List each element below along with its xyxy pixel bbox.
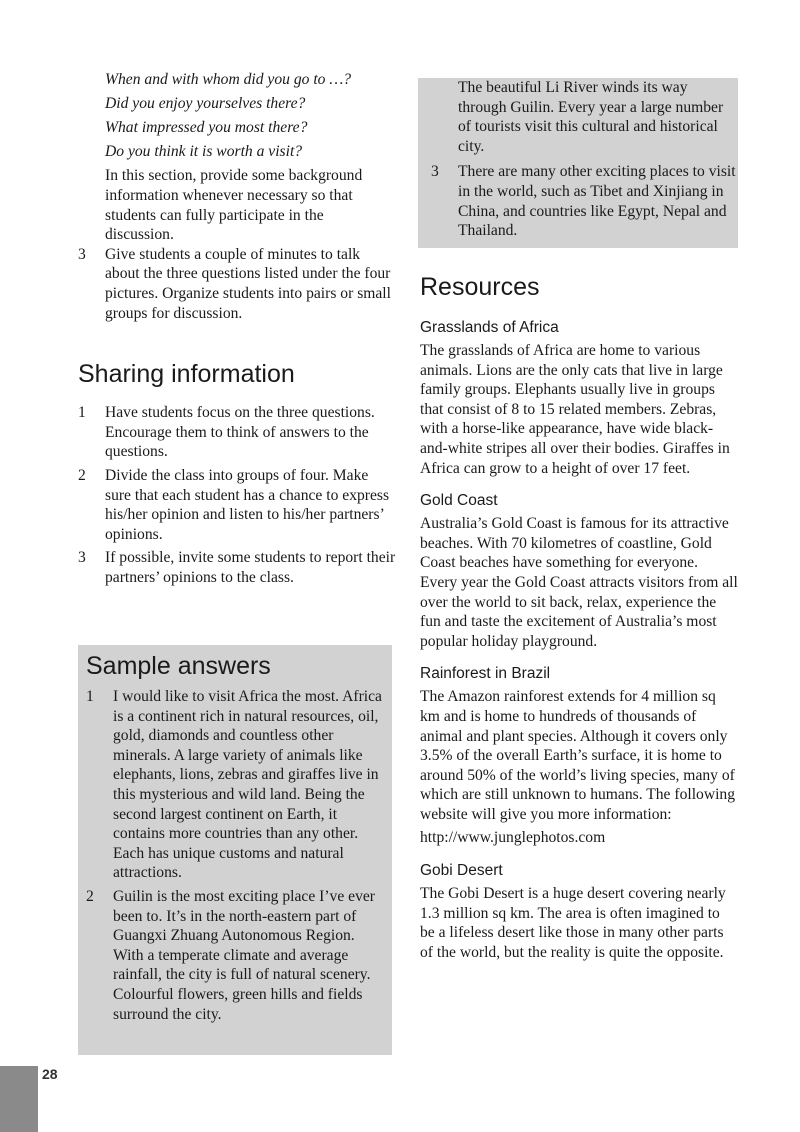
resource-link[interactable]: http://www.junglephotos.com: [420, 829, 606, 847]
page-number: 28: [42, 1066, 58, 1082]
resources-section: [420, 272, 738, 975]
item-text: Have students focus on the three questions. Encourage them to think of answers to the questions.: [105, 404, 375, 461]
answer-continuation: The beautiful Li River winds its way through Guilin. Every year a large number of tourists visit this cultural and historical city.: [458, 79, 724, 155]
teacher-note: In this section, provide some background information whenever necessary so that students can fully participate in the discussion.: [105, 167, 363, 244]
resource-text: The Amazon rainforest extends for 4 million sq km and is home to hundreds of thousands of animal and plant species. Although it covers only 3.5% of the overall Earth’s surface, it is home to around 50% of the world’s living species, many of which are still unknown to humans. The following website will give you more information:: [420, 688, 736, 823]
list-item: [78, 466, 396, 544]
item-number: 1: [86, 688, 94, 705]
item-number: 3: [431, 163, 439, 181]
resource-heading: Grasslands of Africa: [420, 319, 559, 336]
item-number: 3: [78, 245, 86, 263]
list-item: [78, 245, 396, 323]
resource-text: Australia’s Gold Coast is famous for its attractive beaches. With 70 kilometres of coastline, Gold Coast beaches have something for everyone. Every year the Gold Coast attracts visitors from all over the world to sit back, relax, experience the fun and taste the excitement of Australia’s most popular holiday playground.: [420, 515, 738, 650]
list-item: [86, 687, 388, 883]
resource-text: The Gobi Desert is a huge desert covering nearly 1.3 million sq km. The area is often imagined to be a lifeless desert like those in many other parts of the world, but the reality is quite the opposite.: [420, 885, 726, 961]
list-item: [78, 548, 396, 587]
item-number: 3: [78, 549, 86, 567]
item-text: Divide the class into groups of four. Make sure that each student has a chance to express his/her opinion and listen to his/her partners’ opinions.: [105, 466, 390, 543]
question-2: Did you enjoy yourselves there?: [105, 95, 306, 113]
item-text: Give students a couple of minutes to talk about the three questions listed under the four pictures. Organize students into pairs or small groups for discussion.: [105, 245, 391, 322]
item-number: 1: [78, 404, 86, 422]
list-item: [78, 403, 396, 462]
resource-text: The grasslands of Africa are home to various animals. Lions are the only cats that live in large family groups. Elephants usually live in groups that consist of 8 to 15 related members. Zebras, with a horse-like appearance, have wide black-and-white stripes all over their bodies. Giraffes in Africa can grow to a height of over 17 feet.: [420, 342, 730, 477]
question-4: Do you think it is worth a visit?: [105, 143, 303, 161]
question-1: When and with whom did you go to …?: [105, 71, 352, 88]
question-3: What impressed you most there?: [105, 119, 308, 137]
list-item: [86, 887, 388, 1024]
item-text: If possible, invite some students to report their partners’ opinions to the class.: [105, 549, 396, 586]
resource-heading: Gobi Desert: [420, 862, 503, 880]
item-text: Guilin is the most exciting place I’ve ever been to. It’s in the north-eastern part of Guangxi Zhuang Autonomous Region. With a temperate climate and average rainfall, the city is full of natural scenery. Colourful flowers, green hills and fields surround the city.: [113, 887, 375, 1023]
item-number: 2: [78, 466, 86, 484]
section-title-sample-answers: Sample answers: [86, 652, 271, 680]
item-number: 2: [86, 887, 94, 905]
sample-answers-continued-box: [418, 78, 738, 248]
item-text: I would like to visit Africa the most. Africa is a continent rich in natural resources, oil, gold, diamonds and countless other minerals. A large variety of animals like elephants, lions, zebras and giraffes live in this mysterious and wild land. Being the second largest continent on Earth, it contains more countries than any other. Each has unique customs and natural attractions.: [113, 688, 382, 882]
resource-heading: Gold Coast: [420, 492, 498, 510]
item-text: There are many other exciting places to visit in the world, such as Tibet and Xinjiang in China, and countries like Egypt, Nepal and Thailand.: [458, 163, 736, 240]
list-item: [418, 162, 738, 240]
section-title-sharing: Sharing information: [78, 360, 295, 389]
sample-answers-box: [78, 645, 392, 1055]
section-title-resources: Resources: [420, 273, 540, 301]
resource-heading: Rainforest in Brazil: [420, 665, 551, 683]
left-column: [78, 70, 396, 591]
page-tab: [0, 1066, 38, 1132]
